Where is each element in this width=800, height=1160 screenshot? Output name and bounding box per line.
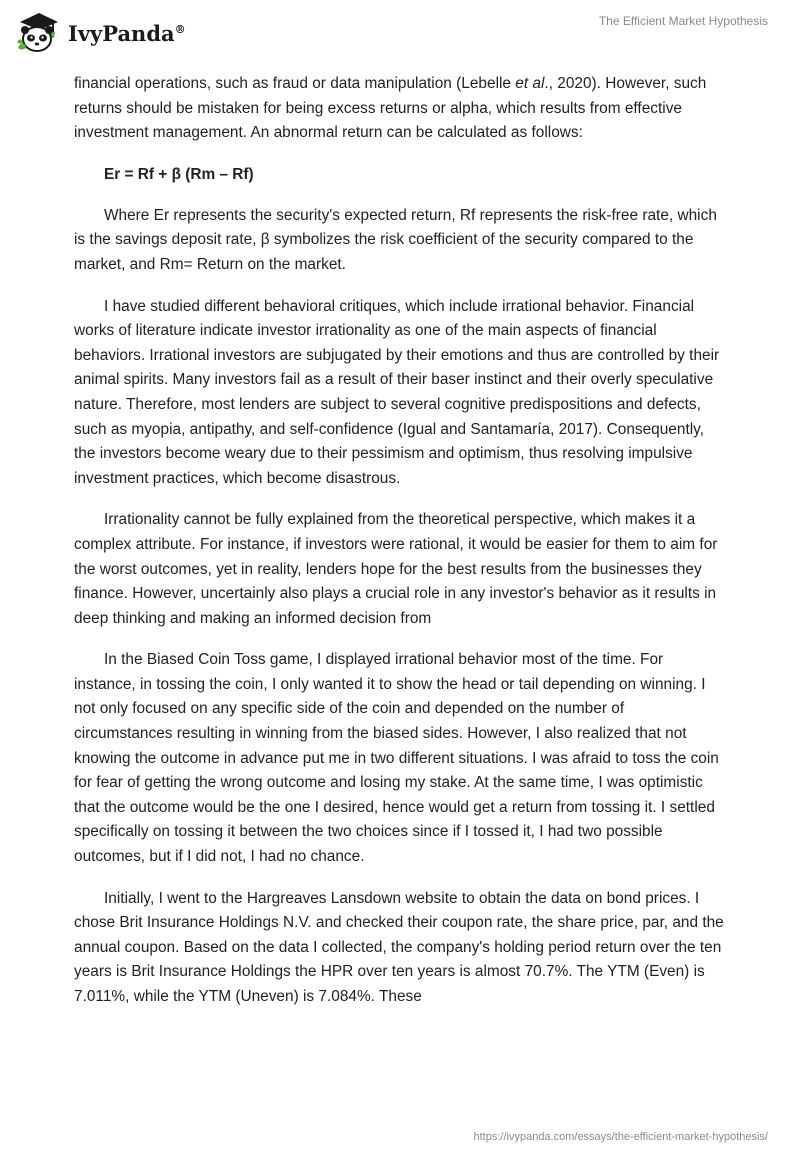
ivypanda-logo[interactable] <box>14 8 186 54</box>
paragraph-coin-toss: In the Biased Coin Toss game, I displayed irrational behavior most of the time. For instance, in tossing the coin, I only wanted it to show the head or tail depending on winning. I not only focused on any specific side of the coin and depended on the number of circumstances resulting in winning from the biased sides. However, I also realized that not knowing the outcome in advance put me in two different situations. I was afraid to toss the coin for fear of getting the wrong outcome and losing my stake. At the same time, I was optimistic that the outcome would be the one I desired, hence would get a return from tossing it. I settled specifically on tossing it between the two choices since if I tossed it, I had two possible outcomes, but if I did not, I had no chance. <box>74 651 719 866</box>
document-title: The Efficient Market Hypothesis <box>598 14 768 28</box>
paragraph-behavioral-critiques: I have studied different behavioral critiques, which include irrational behavior. Financial works of literature indicate investor irrationality as one of the main aspects of financial behaviors. Irrational investors are subjugated by their emotions and thus are controlled by their animal spirits. Many investors fail as a result of their baser instinct and their overly speculative nature. Therefore, most lenders are subject to several cognitive predispositions and defects, such as myopia, antipathy, and self-confidence (Igual and Santamaría, 2017). Consequently, the investors become weary due to their pessimism and optimism, thus resolving impulsive investment practices, which become disastrous. <box>74 297 720 487</box>
paragraph-irrationality: Irrationality cannot be fully explained from the theoretical perspective, which makes it a complex attribute. For instance, if investors were rational, it would be easier for them to aim for the worst outcomes, yet in reality, lenders hope for the best results from the businesses they finance. However, uncertainly also plays a crucial role in any investor's behavior as it results in deep thinking and making an informed decision from <box>74 511 718 627</box>
formula-expected-return: Er = Rf + β (Rm – Rf) <box>104 165 254 183</box>
paragraph-bond-prices: Initially, I went to the Hargreaves Lansdown website to obtain the data on bond prices. I chose Brit Insurance Holdings N.V. and checked their coupon rate, the share price, par, and the annual coupon. Based on the data I collected, the company's holding period return over the ten years is Brit Insurance Holdings the HPR over ten years is almost 70.7%. The YTM (Even) is 7.011%, while the YTM (Uneven) is 7.084%. These <box>74 889 724 1005</box>
paragraph-abnormal-return-intro: financial operations, such as fraud or data manipulation (Lebelle et al., 2020). However, such returns should be mistaken for being excess returns or alpha, which results from effective investment management. An abnormal return can be calculated as follows: <box>74 75 707 142</box>
essay-body <box>74 72 724 1027</box>
page-header <box>0 0 800 70</box>
paragraph-formula-definitions: Where Er represents the security's expected return, Rf represents the risk-free rate, which is the savings deposit rate, β symbolizes the risk coefficient of the security compared to the market, and Rm= Return on the market. <box>74 206 717 273</box>
logo-wordmark: IvyPanda® <box>68 20 186 46</box>
panda-graduate-icon <box>14 8 64 54</box>
source-url[interactable]: https://ivypanda.com/essays/the-efficient-market-hypothesis/ <box>473 1131 768 1143</box>
